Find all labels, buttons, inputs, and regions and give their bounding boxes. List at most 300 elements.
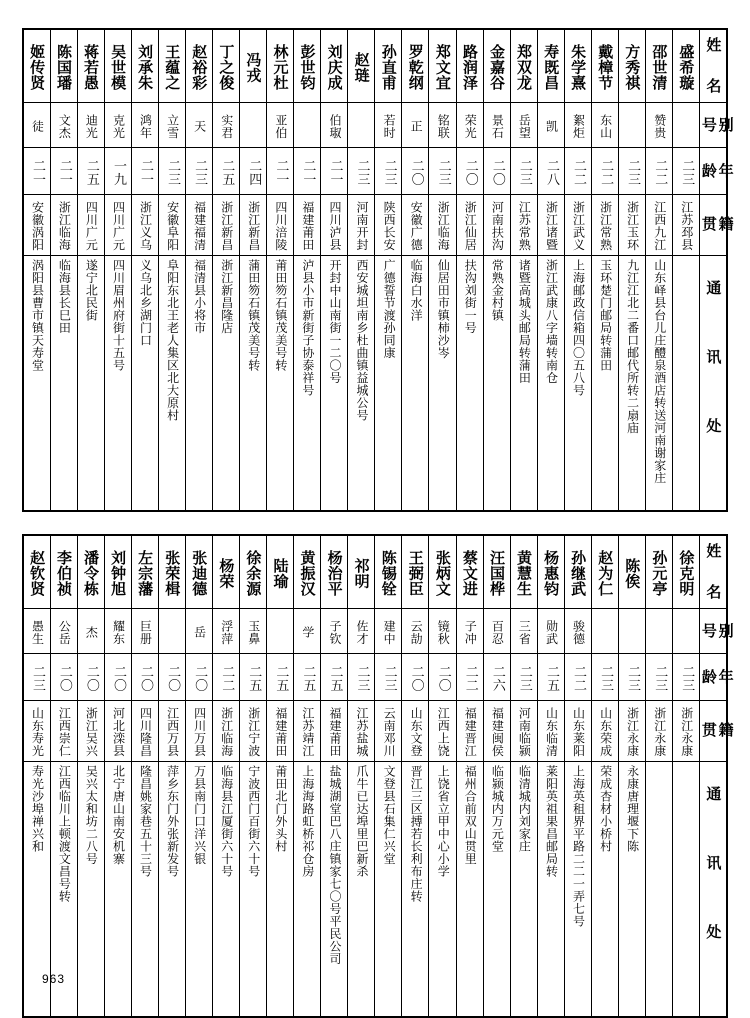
table-cell-address <box>591 256 618 512</box>
table-cell-age <box>212 148 239 195</box>
table-cell-native <box>23 701 50 762</box>
table-cell-alias <box>564 103 591 148</box>
table-cell-address <box>537 762 564 1018</box>
table-cell-native <box>537 195 564 256</box>
table-cell-address <box>185 256 212 512</box>
entry-native-place: 江苏邳县 <box>679 200 694 251</box>
entry-name: 陈国璠 <box>54 43 73 91</box>
entry-native-place: 四川广元 <box>111 200 126 251</box>
entry-alias: 子冲 <box>463 619 478 645</box>
entry-age: 二〇 <box>408 158 424 186</box>
table-cell-native <box>402 195 429 256</box>
table-cell-name <box>50 29 77 103</box>
table-cell-address <box>348 762 375 1018</box>
table-cell-name <box>294 29 321 103</box>
table-cell-native <box>483 701 510 762</box>
entry-age: 二三 <box>30 664 46 692</box>
table-cell-age <box>429 654 456 701</box>
entry-age: 二五 <box>219 158 235 186</box>
table-cell-native <box>673 701 700 762</box>
table-cell-native <box>23 195 50 256</box>
table-cell-name <box>375 535 402 609</box>
table-cell-alias <box>77 103 104 148</box>
column-header-address <box>700 762 727 1018</box>
table-cell-name <box>456 535 483 609</box>
entry-age: 二三 <box>192 158 208 186</box>
entry-age: 二六 <box>489 664 505 692</box>
entry-alias: 子钦 <box>327 619 342 645</box>
table-cell-age <box>294 654 321 701</box>
table-cell-name <box>50 535 77 609</box>
entry-alias: 勋武 <box>544 619 559 645</box>
entry-address: 莆田笏石镇茂美号转 <box>273 259 288 372</box>
entry-name: 徐余源 <box>244 549 263 597</box>
table-cell-native <box>375 195 402 256</box>
column-header-label: 姓 名 <box>704 37 723 97</box>
entry-name: 赵钦贤 <box>28 549 47 597</box>
entry-native-place: 浙江永康 <box>679 706 694 757</box>
entry-age: 二八 <box>543 158 559 186</box>
entry-alias: 景石 <box>490 113 505 139</box>
table-cell-age <box>564 148 591 195</box>
table-cell-alias <box>456 103 483 148</box>
entry-age: 二一 <box>273 158 289 186</box>
entry-native-place: 浙江玉环 <box>625 200 640 251</box>
column-header-label: 姓 名 <box>704 543 723 603</box>
entry-age: 二〇 <box>408 664 424 692</box>
entry-name: 朱学熹 <box>569 43 588 91</box>
entry-age: 二〇 <box>489 158 505 186</box>
table-cell-address <box>618 762 645 1018</box>
entry-native-place: 山东莱阳 <box>571 706 586 757</box>
table-cell-name <box>158 29 185 103</box>
entry-address: 开封中山南街一二〇号 <box>327 259 342 384</box>
entry-native-place: 福建莆田 <box>327 706 342 757</box>
entry-address: 文登县石集仁兴堂 <box>382 765 397 865</box>
table-cell-address <box>348 256 375 512</box>
table-cell-address <box>158 256 185 512</box>
entry-age: 二〇 <box>56 664 72 692</box>
entry-native-place: 江苏靖江 <box>300 706 315 757</box>
entry-alias: 迪光 <box>84 113 99 139</box>
table-cell-name <box>267 535 294 609</box>
table-cell-address <box>158 762 185 1018</box>
table-cell-name <box>158 535 185 609</box>
entry-address: 临海县江厦街六十号 <box>219 765 234 878</box>
table-row-alias <box>23 609 727 654</box>
table-cell-name <box>510 535 537 609</box>
table-cell-native <box>348 701 375 762</box>
table-cell-alias <box>510 609 537 654</box>
table-cell-name <box>483 29 510 103</box>
entry-age: 二三 <box>625 158 641 186</box>
entry-native-place: 福建福清 <box>192 200 207 251</box>
entry-name: 郑双龙 <box>515 43 534 91</box>
table-cell-name <box>212 29 239 103</box>
table-row-native-place <box>23 701 727 762</box>
entry-age: 二三 <box>354 158 370 186</box>
entry-address: 临颍城内万元堂 <box>490 765 505 853</box>
table-cell-age <box>537 148 564 195</box>
entry-address: 浙江武康八字墙转南仓 <box>544 259 559 384</box>
entry-name: 陆瑜 <box>271 557 290 589</box>
roster-table-2 <box>22 534 735 1018</box>
table-cell-name <box>483 535 510 609</box>
table-cell-age <box>321 654 348 701</box>
entry-age: 一九 <box>110 158 126 186</box>
table-cell-address <box>564 256 591 512</box>
table-cell-native <box>510 701 537 762</box>
column-header-label: 年 龄 <box>699 668 735 688</box>
entry-alias: 凯 <box>544 119 559 133</box>
table-cell-address <box>429 256 456 512</box>
table-row-address <box>23 762 727 1018</box>
table-cell-native <box>77 701 104 762</box>
entry-native-place: 四川广元 <box>84 200 99 251</box>
entry-name: 寿既昌 <box>542 43 561 91</box>
table-cell-address <box>321 256 348 512</box>
entry-name: 刘钟旭 <box>109 549 128 597</box>
entry-name: 林元杜 <box>271 43 290 91</box>
table-cell-alias <box>321 103 348 148</box>
entry-native-place: 江苏盐城 <box>355 706 369 757</box>
entry-native-place: 江西上饶 <box>436 706 451 757</box>
table-cell-address <box>104 762 131 1018</box>
table-cell-native <box>456 701 483 762</box>
entry-age: 二五 <box>273 664 289 692</box>
table-cell-address <box>267 762 294 1018</box>
roster-block-2 <box>22 534 735 1018</box>
table-cell-age <box>375 148 402 195</box>
entry-address: 上海邮政信箱四〇五八号 <box>571 259 586 397</box>
table-cell-name <box>348 29 375 103</box>
entry-address: 广德誓节渡孙同康 <box>382 259 397 359</box>
table-cell-address <box>375 256 402 512</box>
entry-name: 左宗藩 <box>136 549 155 597</box>
entry-name: 陈俟 <box>623 557 642 589</box>
table-cell-age <box>673 654 700 701</box>
entry-age: 二三 <box>516 664 532 692</box>
table-cell-native <box>212 701 239 762</box>
entry-address: 诸暨高城头邮局转蒲田 <box>517 259 532 384</box>
table-row-name <box>23 29 727 103</box>
entry-address: 泸县小市新街子协泰祥号 <box>300 259 315 397</box>
entry-address: 常熟金村镇 <box>490 259 505 322</box>
table-cell-age <box>618 148 645 195</box>
table-cell-name <box>402 535 429 609</box>
table-cell-age <box>321 148 348 195</box>
entry-name: 徐克明 <box>677 549 696 597</box>
entry-name: 陈锡铨 <box>379 549 398 597</box>
table-cell-alias <box>510 103 537 148</box>
entry-native-place: 江西崇仁 <box>57 706 72 757</box>
table-cell-age <box>104 148 131 195</box>
entry-age: 二三 <box>354 664 370 692</box>
table-cell-name <box>537 535 564 609</box>
entry-age: 二二 <box>598 158 614 186</box>
table-cell-address <box>456 256 483 512</box>
entry-name: 孙直甫 <box>379 43 398 91</box>
entry-name: 吴世模 <box>109 43 128 91</box>
table-cell-age <box>429 148 456 195</box>
table-row-name <box>23 535 727 609</box>
entry-address: 浙江新昌隆店 <box>219 259 234 334</box>
table-cell-age <box>456 148 483 195</box>
entry-alias: 玉鼻 <box>246 619 261 645</box>
table-row-native-place <box>23 195 727 256</box>
table-cell-native <box>591 195 618 256</box>
entry-address: 上饶省立甲中心小学 <box>436 765 451 878</box>
table-cell-name <box>564 29 591 103</box>
table-cell-address <box>483 256 510 512</box>
table-cell-age <box>402 654 429 701</box>
table-cell-name <box>375 29 402 103</box>
table-cell-name <box>429 29 456 103</box>
table-cell-name <box>591 535 618 609</box>
table-cell-native <box>456 195 483 256</box>
entry-name: 王蕴之 <box>163 43 182 91</box>
table-cell-name <box>267 29 294 103</box>
table-cell-name <box>104 535 131 609</box>
entry-age: 二二 <box>571 664 587 692</box>
table-cell-alias <box>23 103 50 148</box>
entry-alias: 立雪 <box>165 113 180 139</box>
entry-alias: 耀东 <box>111 619 126 645</box>
entry-native-place: 福建莆田 <box>300 200 315 251</box>
table-cell-name <box>564 535 591 609</box>
entry-alias: 铭联 <box>436 113 451 139</box>
entry-name: 赵裕彩 <box>190 43 209 91</box>
table-cell-alias <box>158 609 185 654</box>
entry-native-place: 河北滦县 <box>111 706 126 757</box>
entry-age: 二三 <box>381 664 397 692</box>
entry-native-place: 浙江宁波 <box>246 706 261 757</box>
entry-age: 二一 <box>138 158 154 186</box>
table-cell-native <box>267 701 294 762</box>
table-cell-age <box>158 654 185 701</box>
table-cell-age <box>50 148 77 195</box>
table-cell-age <box>23 148 50 195</box>
table-cell-address <box>240 762 267 1018</box>
table-cell-native <box>185 701 212 762</box>
entry-address: 九江江北二番口邮代所转二扇庙 <box>625 259 640 434</box>
table-cell-native <box>429 195 456 256</box>
entry-native-place: 江苏常熟 <box>517 200 532 251</box>
column-header-label: 通 讯 处 <box>704 280 723 451</box>
entry-name: 路润泽 <box>460 43 479 91</box>
table-cell-native <box>158 195 185 256</box>
block-separator <box>22 512 728 534</box>
entry-name: 彭世钧 <box>298 43 317 91</box>
table-cell-alias <box>294 609 321 654</box>
table-cell-name <box>673 29 700 103</box>
entry-address: 晋江三区搏若长利布庄转 <box>409 765 424 903</box>
table-cell-address <box>212 256 239 512</box>
entry-age: 二一 <box>30 158 46 186</box>
table-cell-name <box>673 535 700 609</box>
table-cell-age <box>348 148 375 195</box>
table-cell-alias <box>23 609 50 654</box>
table-cell-alias <box>104 609 131 654</box>
entry-alias: 东山 <box>598 113 613 139</box>
entry-address: 扶沟刘街一号 <box>463 259 478 334</box>
table-cell-name <box>618 29 645 103</box>
table-cell-age <box>483 654 510 701</box>
entry-native-place: 河南开封 <box>355 200 369 251</box>
column-header-alias <box>699 609 735 654</box>
entry-age: 二五 <box>327 664 343 692</box>
column-header-label: 别 号 <box>699 116 735 136</box>
entry-native-place: 山东寿光 <box>30 706 45 757</box>
table-cell-age <box>23 654 50 701</box>
entry-address: 玉环楚门邮局转蒲田 <box>598 259 613 372</box>
entry-native-place: 浙江新昌 <box>219 200 234 251</box>
table-cell-alias <box>673 103 700 148</box>
entry-address: 上海英租界平路二二一弄七号 <box>571 765 586 928</box>
table-cell-native <box>402 701 429 762</box>
entry-name: 方秀祺 <box>623 43 642 91</box>
entry-native-place: 浙江临海 <box>436 200 451 251</box>
entry-address: 永康唐理堰下陈 <box>625 765 640 853</box>
entry-alias: 骏德 <box>571 619 586 645</box>
table-cell-alias <box>537 609 564 654</box>
table-cell-name <box>348 535 375 609</box>
table-cell-native <box>645 195 672 256</box>
table-cell-address <box>375 762 402 1018</box>
table-cell-native <box>158 701 185 762</box>
table-cell-alias <box>212 609 239 654</box>
table-cell-alias <box>375 609 402 654</box>
entry-native-place: 四川隆昌 <box>138 706 153 757</box>
entry-alias: 克光 <box>111 113 126 139</box>
entry-address: 隆昌姚家巷五十三号 <box>138 765 153 878</box>
table-cell-alias <box>645 609 672 654</box>
table-cell-name <box>321 29 348 103</box>
entry-alias: 愚生 <box>30 619 45 645</box>
table-cell-address <box>77 256 104 512</box>
entry-age: 二五 <box>300 664 316 692</box>
table-cell-address <box>645 256 672 512</box>
entry-age: 二〇 <box>192 664 208 692</box>
entry-alias: 亚伯 <box>273 113 288 139</box>
entry-name: 蒋若愚 <box>82 43 101 91</box>
table-cell-native <box>240 195 267 256</box>
table-cell-address <box>104 256 131 512</box>
entry-name: 蔡文进 <box>460 549 479 597</box>
entry-age: 二五 <box>543 664 559 692</box>
entry-native-place: 山东文登 <box>409 706 424 757</box>
entry-address: 荣成杏材小桥村 <box>598 765 613 853</box>
entry-native-place: 浙江吴兴 <box>84 706 99 757</box>
table-cell-address <box>673 762 700 1018</box>
table-cell-alias <box>294 103 321 148</box>
entry-native-place: 浙江义乌 <box>138 200 153 251</box>
table-cell-alias <box>240 609 267 654</box>
entry-alias: 絮炬 <box>571 113 586 139</box>
entry-name: 杨惠钧 <box>542 549 561 597</box>
table-cell-native <box>537 701 564 762</box>
table-cell-name <box>591 29 618 103</box>
table-cell-native <box>185 195 212 256</box>
table-cell-age <box>267 148 294 195</box>
entry-native-place: 四川泸县 <box>327 200 342 251</box>
entry-alias: 云劼 <box>409 619 424 645</box>
table-cell-address <box>429 762 456 1018</box>
table-cell-age <box>158 148 185 195</box>
table-cell-age <box>537 654 564 701</box>
entry-alias: 若时 <box>382 113 397 139</box>
entry-age: 二五 <box>246 664 262 692</box>
table-cell-alias <box>240 103 267 148</box>
table-cell-native <box>321 195 348 256</box>
table-cell-native <box>591 701 618 762</box>
table-cell-age <box>104 654 131 701</box>
table-cell-native <box>510 195 537 256</box>
column-header-alias <box>699 103 735 148</box>
entry-age: 二二 <box>571 158 587 186</box>
entry-address: 宁波西门百街六十号 <box>246 765 261 878</box>
table-cell-native <box>321 701 348 762</box>
column-header-label: 通 讯 处 <box>704 786 723 957</box>
table-cell-address <box>294 762 321 1018</box>
entry-alias: 徒 <box>30 119 45 133</box>
table-cell-age <box>618 654 645 701</box>
entry-name: 王弼臣 <box>406 549 425 597</box>
table-cell-native <box>267 195 294 256</box>
entry-address: 临海白水洋 <box>409 259 424 322</box>
entry-alias: 建中 <box>382 619 397 645</box>
entry-age: 二〇 <box>165 664 181 692</box>
table-cell-native <box>131 195 158 256</box>
entry-native-place: 四川万县 <box>192 706 207 757</box>
entry-native-place: 福建晋江 <box>463 706 478 757</box>
table-cell-age <box>375 654 402 701</box>
entry-age: 二〇 <box>435 664 451 692</box>
entry-address: 义乌北乡湖门口 <box>138 259 153 347</box>
entry-name: 黄振汉 <box>298 549 317 597</box>
entry-alias: 三省 <box>517 619 532 645</box>
entry-alias: 杰 <box>84 625 99 639</box>
entry-address: 萍乡东门外张新发号 <box>165 765 180 878</box>
table-cell-native <box>483 195 510 256</box>
entry-name: 罗乾纲 <box>406 43 425 91</box>
entry-age: 二二 <box>462 664 478 692</box>
entry-alias: 赞贵 <box>652 113 667 139</box>
table-cell-alias <box>673 609 700 654</box>
entry-address: 阜阳东北王老人集区北大原村 <box>165 259 180 422</box>
table-cell-age <box>267 654 294 701</box>
table-cell-name <box>185 535 212 609</box>
entry-address: 四川眉州府街十五号 <box>111 259 126 372</box>
entry-native-place: 浙江临海 <box>219 706 234 757</box>
table-cell-name <box>456 29 483 103</box>
column-header-name <box>700 535 727 609</box>
table-cell-name <box>402 29 429 103</box>
entry-address: 万县南门口洋兴银 <box>192 765 207 865</box>
entry-age: 二三 <box>435 158 451 186</box>
entry-name: 杨荣 <box>217 557 236 589</box>
table-cell-native <box>348 195 375 256</box>
entry-alias: 岳 <box>192 625 207 639</box>
entry-native-place: 山东临清 <box>544 706 559 757</box>
entry-native-place: 安徽阜阳 <box>165 200 180 251</box>
entry-name: 黄慧生 <box>515 549 534 597</box>
entry-name: 张炳文 <box>433 549 452 597</box>
entry-native-place: 浙江常熟 <box>598 200 613 251</box>
table-cell-alias <box>429 609 456 654</box>
table-cell-name <box>23 29 50 103</box>
entry-age: 二三 <box>598 664 614 692</box>
